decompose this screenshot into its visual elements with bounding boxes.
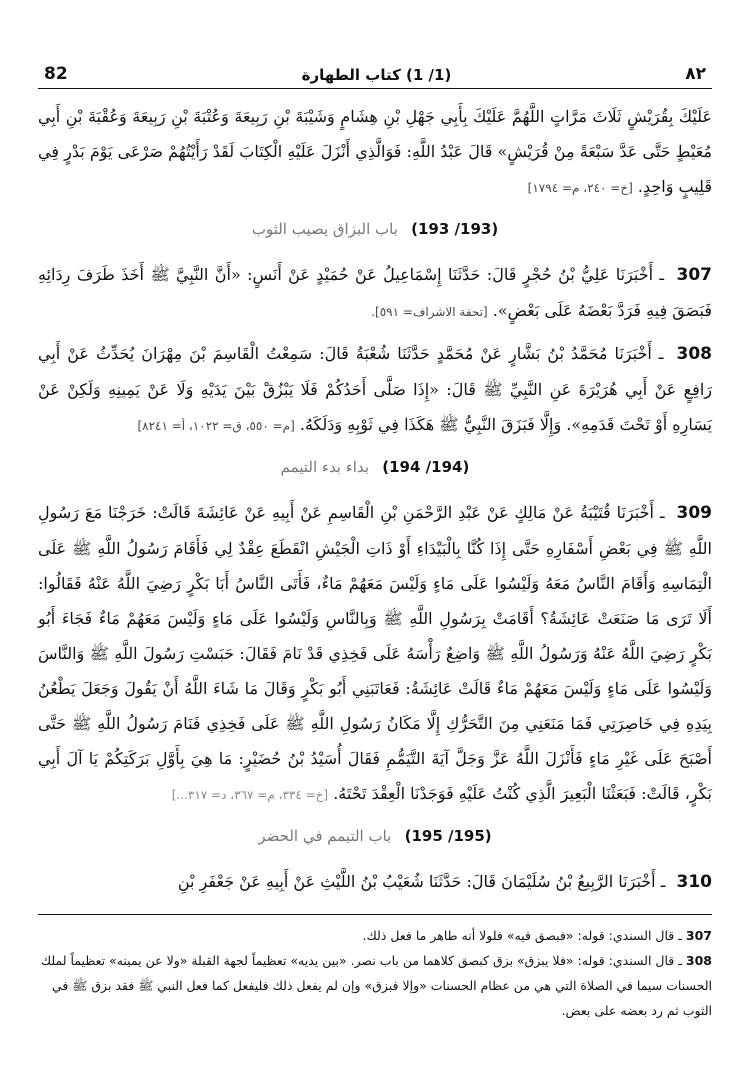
intro-line-1: عَلَيْكَ بِقُرَيْشٍ ثَلَاثَ مَرَّاتٍ اللَّهُمَّ عَلَيْكَ بِأَبِي جَهْلِ بْنِ هِشَامٍ وَشَيْبَةَ بْنِ رَبِيعَةَ وَعُتْبَةَ بْنِ رَبِيعَةَ وَعُقْبَةَ بْنِ xyxy=(65,107,712,126)
intro-paragraph xyxy=(38,99,712,206)
hadith-reference-307: [تحفة الاشراف= ٥٩١]. xyxy=(371,305,488,319)
chapter-heading-195 xyxy=(38,819,712,854)
hadith-310 xyxy=(38,864,712,900)
document-page xyxy=(38,58,712,1058)
page-number-arabic: ٨٢ xyxy=(685,64,706,84)
footnote-number-308: 308 xyxy=(685,953,712,968)
chapter-heading-193 xyxy=(38,212,712,247)
hadith-text-307: ـ أَخْبَرَنَا عَلِيُّ بْنُ حُجْرٍ قَالَ: حَدَّثَنَا إِسْمَاعِيلُ عَنْ حُمَيْدٍ عَنْ أَنَسٍ: «أَنَّ النَّبِيَّ ﷺ أَخَذَ طَرَفَ رِدَائِهِ فَبَصَقَ فِيهِ فَرَدَّ بَعْضَهُ عَلَى بَعْضٍ». xyxy=(38,265,712,320)
footnote-308 xyxy=(38,948,712,1023)
intro-reference: [خ= ٢٤٠، م= ١٧٩٤] xyxy=(527,181,633,195)
hadith-number-307: 307 xyxy=(676,265,713,285)
chapter-title-194: بداء بدء التيمم xyxy=(280,458,370,476)
footnote-307 xyxy=(38,923,712,948)
hadith-text-309: ـ أَخْبَرَنَا قُتَيْبَةُ عَنْ مَالِكٍ عَنْ عَبْدِ الرَّحْمَنِ بْنِ الْقَاسِمِ عَنْ أَبِيهِ عَنْ عَائِشَةَ قَالَتْ: خَرَجْنَا مَعَ رَسُولِ اللَّهِ ﷺ فِي بَعْضِ أَسْفَارِهِ حَتَّى إِذَا كُنَّا بِالْبَيْدَاءِ أَوْ ذَاتِ الْجَيْشِ انْقَطَعَ عِقْدٌ لِي فَأَقَامَ رَسُولُ اللَّهِ ﷺ عَلَى الْتِمَاسِهِ وَأَقَامَ النَّاسُ مَعَهُ وَلَيْسُوا عَلَى مَاءٍ وَلَيْسَ مَعَهُمْ مَاءٌ، فَأَتَى النَّاسُ أَبَا بَكْرٍ رَضِيَ اللَّهُ عَنْهُ فَقَالُوا: أَلَا تَرَى مَا صَنَعَتْ عَائِشَةُ؟ أَقَامَتْ بِرَسُولِ اللَّهِ ﷺ وَبِالنَّاسِ وَلَيْسُوا عَلَى مَاءٍ وَلَيْسَ مَعَهُمْ مَاءٌ فَجَاءَ أَبُو بَكْرٍ رَضِيَ اللَّهُ عَنْهُ وَرَسُولُ اللَّهِ ﷺ وَاضِعٌ رَأْسَهُ عَلَى فَخِذِي قَدْ نَامَ فَقَالَ: حَبَسْتِ رَسُولَ اللَّهِ ﷺ وَالنَّاسَ وَلَيْسُوا عَلَى مَاءٍ وَلَيْسَ مَعَهُمْ مَاءٌ قَالَتْ عَائِشَةُ: فَعَاتَبَنِي أَبُو بَكْرٍ وَقَالَ مَا شَاءَ اللَّهُ أَنْ يَقُولَ وَجَعَلَ يَطْعُنُ بِيَدِهِ فِي خَاصِرَتِي فَمَا مَنَعَنِي مِنَ التَّحَرُّكِ إِلَّا مَكَانُ رَسُولِ اللَّهِ ﷺ عَلَى فَخِذِي فَنَامَ رَسُولُ اللَّهِ ﷺ حَتَّى أَصْبَحَ عَلَى غَيْرِ مَاءٍ فَأَنْزَلَ اللَّهُ عَزَّ وَجَلَّ آيَةَ التَّيَمُّمِ فَقَالَ أُسَيْدُ بْنُ حُضَيْرٍ: مَا هِيَ بِأَوَّلِ بَرَكَتِكُمْ يَا آلَ أَبِي بَكْرٍ، قَالَتْ: فَبَعَثْنَا الْبَعِيرَ الَّذِي كُنْتُ عَلَيْهِ فَوَجَدْنَا الْعِقْدَ تَحْتَهُ. xyxy=(38,503,712,803)
chapter-number-193: (193/ 193) xyxy=(411,220,499,238)
hadith-307 xyxy=(38,257,712,330)
chapter-number-195: (195/ 195) xyxy=(404,827,492,845)
chapter-heading-194 xyxy=(38,450,712,485)
page-number-latin: 82 xyxy=(44,64,68,84)
footnote-text-307: ـ قال السندي: قوله: «فبصق فيه» فلولا أنه طاهر ما فعل ذلك. xyxy=(362,928,682,943)
hadith-reference-309: [خ= ٣٣٤، م= ٣٦٧، د= ٣١٧...] xyxy=(171,788,329,802)
main-text xyxy=(38,99,712,900)
hadith-308 xyxy=(38,336,712,444)
intro-line-3: يَوْمَ بَدْرٍ فِي قَلِيبٍ وَاحِدٍ. xyxy=(38,142,712,196)
footnote-text-308: ـ قال السندي: قوله: «فلا يبزق» بزق كبصق كلاهما من باب نصر. «بين يديه» تعظيماً لجهة القبلة «ولا عن يمينه» تعظيماً لملك الحسنات سيما في الصلاة التي هي من عظام الحسنات «وإلا فبزق» وإن لم يفعل ذلك فليفعل كما فعل النبي ﷺ فقد بزق ﷺ في الثوب ثم رد بعضه على بعض. xyxy=(40,953,712,1018)
running-title: (1/ 1) كتاب الطهارة xyxy=(301,66,452,84)
hadith-text-308: ـ أَخْبَرَنَا مُحَمَّدُ بْنُ بَشَّارٍ عَنْ مُحَمَّدٍ حَدَّثَنَا شُعْبَةُ قَالَ: سَمِعْتُ الْقَاسِمَ بْنَ مِهْرَانَ يُحَدِّثُ عَنْ أَبِي رَافِعٍ عَنْ أَبِي هُرَيْرَةَ عَنِ النَّبِيِّ ﷺ قَالَ: «إِذَا صَلَّى أَحَدُكُمْ فَلَا يَبْزُقْ بَيْنَ يَدَيْهِ وَلَا عَنْ يَمِينِهِ وَلَكِنْ عَنْ يَسَارِهِ أَوْ تَحْتَ قَدَمِهِ». وَإِلَّا فَبَزَقَ النَّبِيُّ ﷺ هَكَذَا فِي ثَوْبِهِ وَدَلَكَهُ. xyxy=(38,344,712,434)
footnote-number-307: 307 xyxy=(685,928,712,943)
hadith-number-309: 309 xyxy=(676,503,713,523)
hadith-number-310: 310 xyxy=(676,872,712,892)
hadith-reference-308: [م= ٥٥٠، ق= ١٠٢٢، أ= ٨٢٤١] xyxy=(137,419,295,433)
footnote-divider xyxy=(38,914,712,915)
hadith-text-310: ـ أَخْبَرَنَا الرَّبِيعُ بْنُ سُلَيْمَانَ قَالَ: حَدَّثَنَا شُعَيْبُ بْنُ اللَّيْثِ عَنْ أَبِيهِ عَنْ جَعْفَرِ بْنِ xyxy=(177,872,666,891)
hadith-number-308: 308 xyxy=(676,344,712,364)
chapter-number-194: (194/ 194) xyxy=(382,458,470,476)
page-header xyxy=(38,58,712,89)
chapter-title-193: باب البزاق يصيب الثوب xyxy=(251,220,398,238)
hadith-309 xyxy=(38,495,712,813)
chapter-title-195: باب التيمم في الحضر xyxy=(258,827,392,845)
footnotes xyxy=(38,923,712,1023)
intro-line-2: أَبِي مُعَيْطٍ حَتَّى عَدَّ سَبْعَةً مِنْ قُرَيْشٍ» قَالَ عَبْدُ اللَّهِ: فَوَالَّذِي أَنْزَلَ عَلَيْهِ الْكِتَابَ لَقَدْ رَأَيْتُهُمْ صَرْعَى xyxy=(38,107,712,161)
